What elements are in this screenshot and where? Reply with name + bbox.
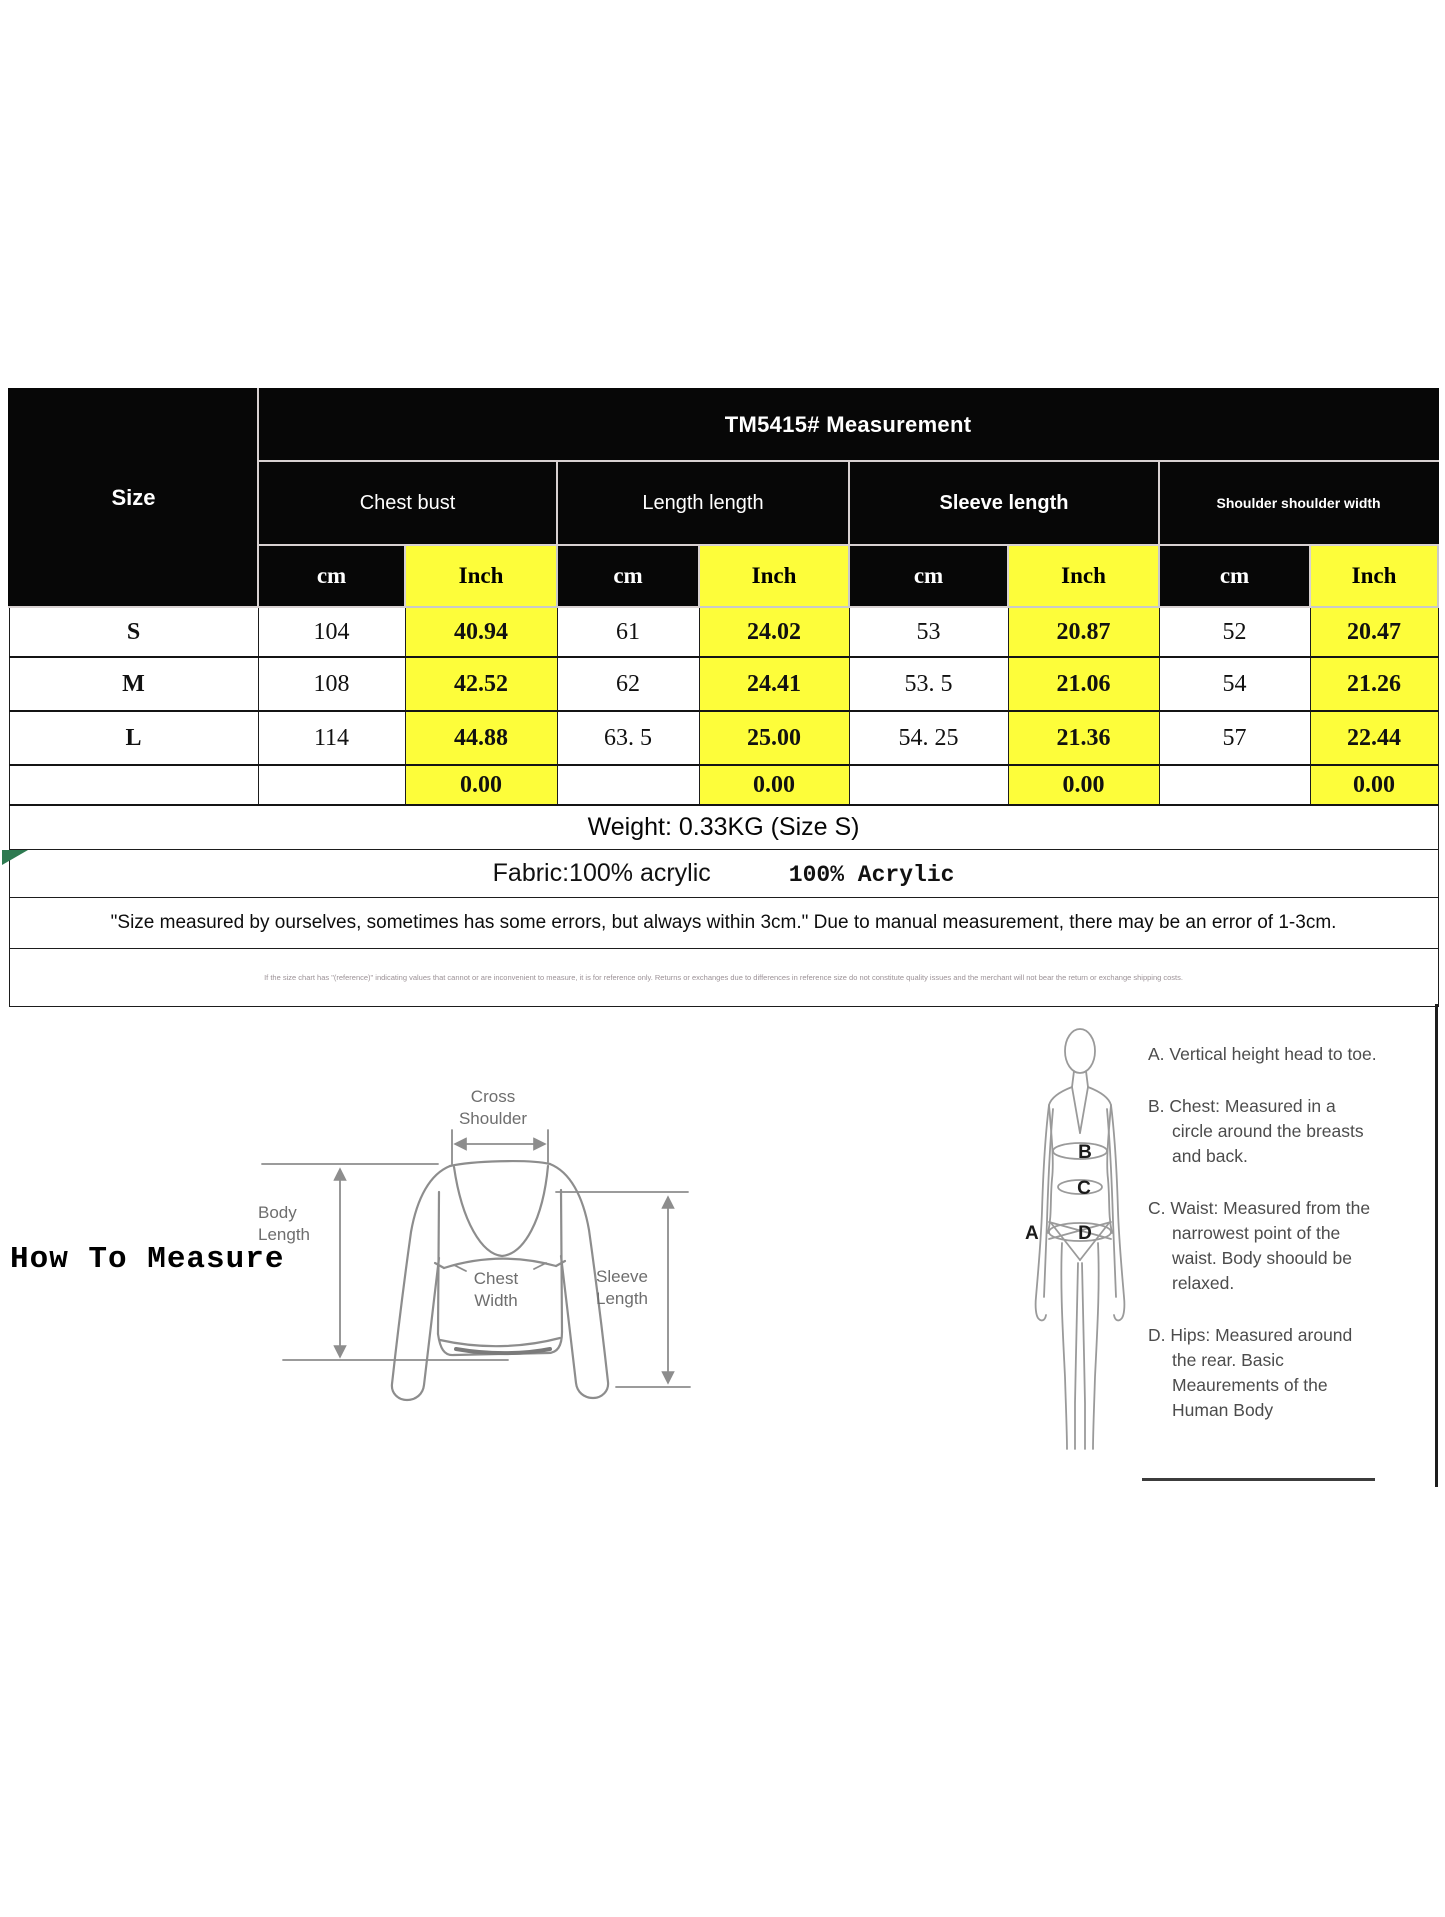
- chest-width-label-line1: Chest: [473, 1269, 519, 1288]
- cell-length-inch: 24.41: [699, 657, 849, 711]
- measure-notes-list: [1148, 1042, 1380, 1450]
- cross-shoulder-label-line2: Shoulder: [458, 1109, 528, 1128]
- size-label: M: [9, 657, 258, 711]
- cell-sleeve-inch: 0.00: [1008, 765, 1159, 805]
- measurement-disclaimer: "Size measured by ourselves, sometimes has some errors, but always within 3cm." Due to manual measurement, there may be an error of 1-3cm.: [9, 898, 1438, 949]
- table-row-size-m: [9, 657, 1438, 711]
- note-waist: C. Waist: Measured from the narrowest point of the waist. Body shoould be relaxed.: [1148, 1198, 1371, 1293]
- size-label: [9, 765, 258, 805]
- table-row-size-s: [9, 607, 1438, 657]
- cell-sleeve-cm: 54. 25: [849, 711, 1008, 765]
- how-to-measure-heading: How To Measure: [10, 1242, 285, 1277]
- notes-underline: [1142, 1478, 1375, 1481]
- size-column-header: Size: [9, 389, 258, 607]
- group-header-sleeve: Sleeve length: [849, 461, 1159, 545]
- cell-chest-cm: 108: [258, 657, 405, 711]
- unit-cm-shoulder: cm: [1159, 545, 1310, 607]
- sleeve-length-label-line1: Sleeve: [596, 1267, 648, 1286]
- body-length-label-line1: Body: [258, 1203, 297, 1222]
- note-chest: B. Chest: Measured in a circle around the breasts and back.: [1148, 1096, 1364, 1166]
- unit-cm-sleeve: cm: [849, 545, 1008, 607]
- cell-sleeve-inch: 20.87: [1008, 607, 1159, 657]
- chest-width-label-line2: Width: [474, 1291, 518, 1310]
- figure-letter-a: A: [1025, 1223, 1039, 1244]
- cell-length-cm: [557, 765, 699, 805]
- group-header-length: Length length: [557, 461, 849, 545]
- cross-shoulder-label-line1: Cross: [470, 1087, 516, 1106]
- disclaimer-row: [9, 898, 1438, 949]
- cell-shoulder-cm: [1159, 765, 1310, 805]
- cell-sleeve-inch: 21.36: [1008, 711, 1159, 765]
- cell-chest-inch: 0.00: [405, 765, 557, 805]
- fabric-note: [9, 850, 1438, 898]
- cell-sleeve-cm: [849, 765, 1008, 805]
- cell-shoulder-inch: 0.00: [1310, 765, 1438, 805]
- table-title: TM5415# Measurement: [258, 389, 1438, 461]
- unit-cm-length: cm: [557, 545, 699, 607]
- weight-row: [9, 805, 1438, 850]
- measure-arrows: [262, 1130, 690, 1387]
- cell-chest-inch: 42.52: [405, 657, 557, 711]
- section-right-border: [1435, 1004, 1438, 1487]
- cell-shoulder-inch: 20.47: [1310, 607, 1438, 657]
- unit-inch-sleeve: Inch: [1008, 545, 1159, 607]
- cell-length-cm: 63. 5: [557, 711, 699, 765]
- cell-sleeve-inch: 21.06: [1008, 657, 1159, 711]
- table-row-size-l: [9, 711, 1438, 765]
- cell-shoulder-inch: 21.26: [1310, 657, 1438, 711]
- unit-inch-shoulder: Inch: [1310, 545, 1438, 607]
- cell-sleeve-cm: 53: [849, 607, 1008, 657]
- body-length-label-line2: Length: [258, 1225, 310, 1244]
- cell-sleeve-cm: 53. 5: [849, 657, 1008, 711]
- cell-length-cm: 61: [557, 607, 699, 657]
- body-measure-figure: [1005, 1025, 1150, 1460]
- group-header-chest: Chest bust: [258, 461, 557, 545]
- figure-letter-c: C: [1077, 1178, 1091, 1199]
- figure-letter-b: B: [1078, 1142, 1092, 1163]
- garment-measure-diagram: [240, 1072, 700, 1417]
- cell-shoulder-cm: 52: [1159, 607, 1310, 657]
- cell-chest-inch: 44.88: [405, 711, 557, 765]
- note-height: A. Vertical height head to toe.: [1148, 1044, 1377, 1064]
- unit-inch-chest: Inch: [405, 545, 557, 607]
- cell-chest-cm: 114: [258, 711, 405, 765]
- cell-shoulder-inch: 22.44: [1310, 711, 1438, 765]
- fabric-label: Fabric:100% acrylic: [492, 859, 711, 887]
- green-wedge-artifact: [2, 850, 28, 865]
- size-label: S: [9, 607, 258, 657]
- cell-chest-cm: [258, 765, 405, 805]
- cell-shoulder-cm: 57: [1159, 711, 1310, 765]
- cell-length-inch: 0.00: [699, 765, 849, 805]
- fabric-value: 100% Acrylic: [788, 862, 955, 888]
- unit-cm-chest: cm: [258, 545, 405, 607]
- size-table: [8, 388, 1439, 1007]
- fabric-row: [9, 850, 1438, 898]
- table-title-row: [9, 389, 1438, 461]
- weight-note: Weight: 0.33KG (Size S): [9, 805, 1438, 850]
- group-header-shoulder: Shoulder shoulder width: [1159, 461, 1438, 545]
- note-hips: D. Hips: Measured around the rear. Basic Meaurements of the Human Body: [1148, 1325, 1353, 1420]
- sleeve-length-label-line2: Length: [596, 1289, 648, 1308]
- fineprint-row: [9, 949, 1438, 1007]
- figure-letter-d: D: [1078, 1223, 1092, 1244]
- reference-fine-print: If the size chart has "(reference)" indicating values that cannot or are inconvenient to measure, it is for reference only. Returns or exchanges due to differences in reference size do not constitute quality issues and the merchant will not bear the return or exchange shipping costs.: [9, 949, 1438, 1007]
- cell-chest-inch: 40.94: [405, 607, 557, 657]
- cell-length-cm: 62: [557, 657, 699, 711]
- cell-shoulder-cm: 54: [1159, 657, 1310, 711]
- cell-length-inch: 25.00: [699, 711, 849, 765]
- unit-inch-length: Inch: [699, 545, 849, 607]
- cell-chest-cm: 104: [258, 607, 405, 657]
- table-row-zero: [9, 765, 1438, 805]
- size-label: L: [9, 711, 258, 765]
- cell-length-inch: 24.02: [699, 607, 849, 657]
